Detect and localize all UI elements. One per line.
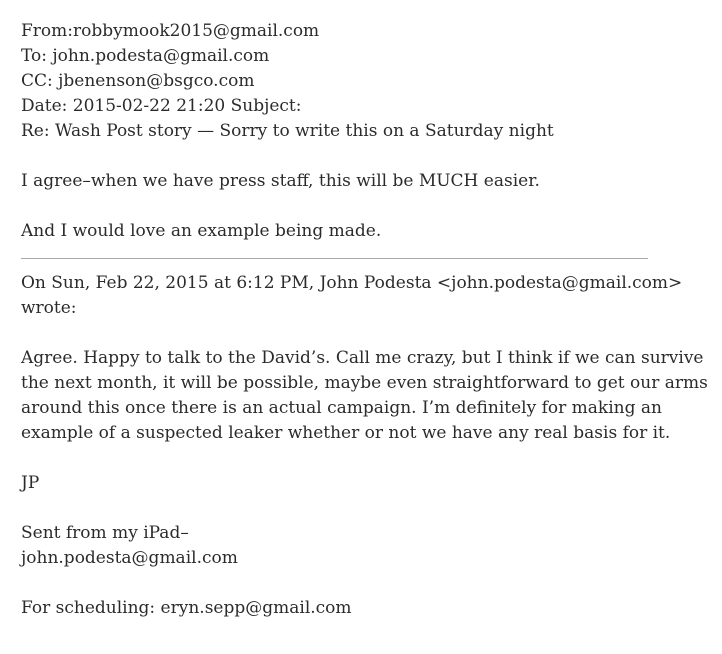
scheduling-line: For scheduling: eryn.sepp@gmail.com	[21, 598, 352, 618]
email-message	[21, 19, 708, 621]
subject-line: Re: Wash Post story — Sorry to write this on a Saturday night	[21, 121, 554, 141]
quote-divider	[21, 258, 648, 259]
quoted-body-line: Agree. Happy to talk to the David’s. Call me crazy, but I think if we can survive	[21, 348, 704, 368]
to-field: To: john.podesta@gmail.com	[21, 46, 270, 66]
quoted-body-line: example of a suspected leaker whether or not we have any real basis for it.	[21, 423, 671, 443]
quoted-body	[21, 346, 708, 446]
email-header	[21, 19, 661, 144]
sent-from-line: Sent from my iPad–	[21, 523, 189, 543]
quote-attribution: On Sun, Feb 22, 2015 at 6:12 PM, John Podesta <john.podesta@gmail.com>	[21, 273, 683, 293]
sender-email: john.podesta@gmail.com	[21, 548, 238, 568]
quote-attribution-wrote: wrote:	[21, 298, 77, 318]
cc-field: CC: jbenenson@bsgco.com	[21, 71, 255, 91]
date-subject-field: Date: 2015-02-22 21:20 Subject:	[21, 96, 302, 116]
from-field: From:robbymook2015@gmail.com	[21, 21, 320, 41]
reply-paragraph-1: I agree–when we have press staff, this will be MUCH easier.	[21, 171, 540, 191]
quoted-body-line: the next month, it will be possible, maybe even straightforward to get our arms	[21, 373, 708, 393]
quoted-body-line: around this once there is an actual campaign. I’m definitely for making an	[21, 398, 662, 418]
quoted-message	[21, 271, 708, 621]
reply-paragraph-2: And I would love an example being made.	[21, 221, 382, 241]
signoff: JP	[21, 473, 40, 493]
